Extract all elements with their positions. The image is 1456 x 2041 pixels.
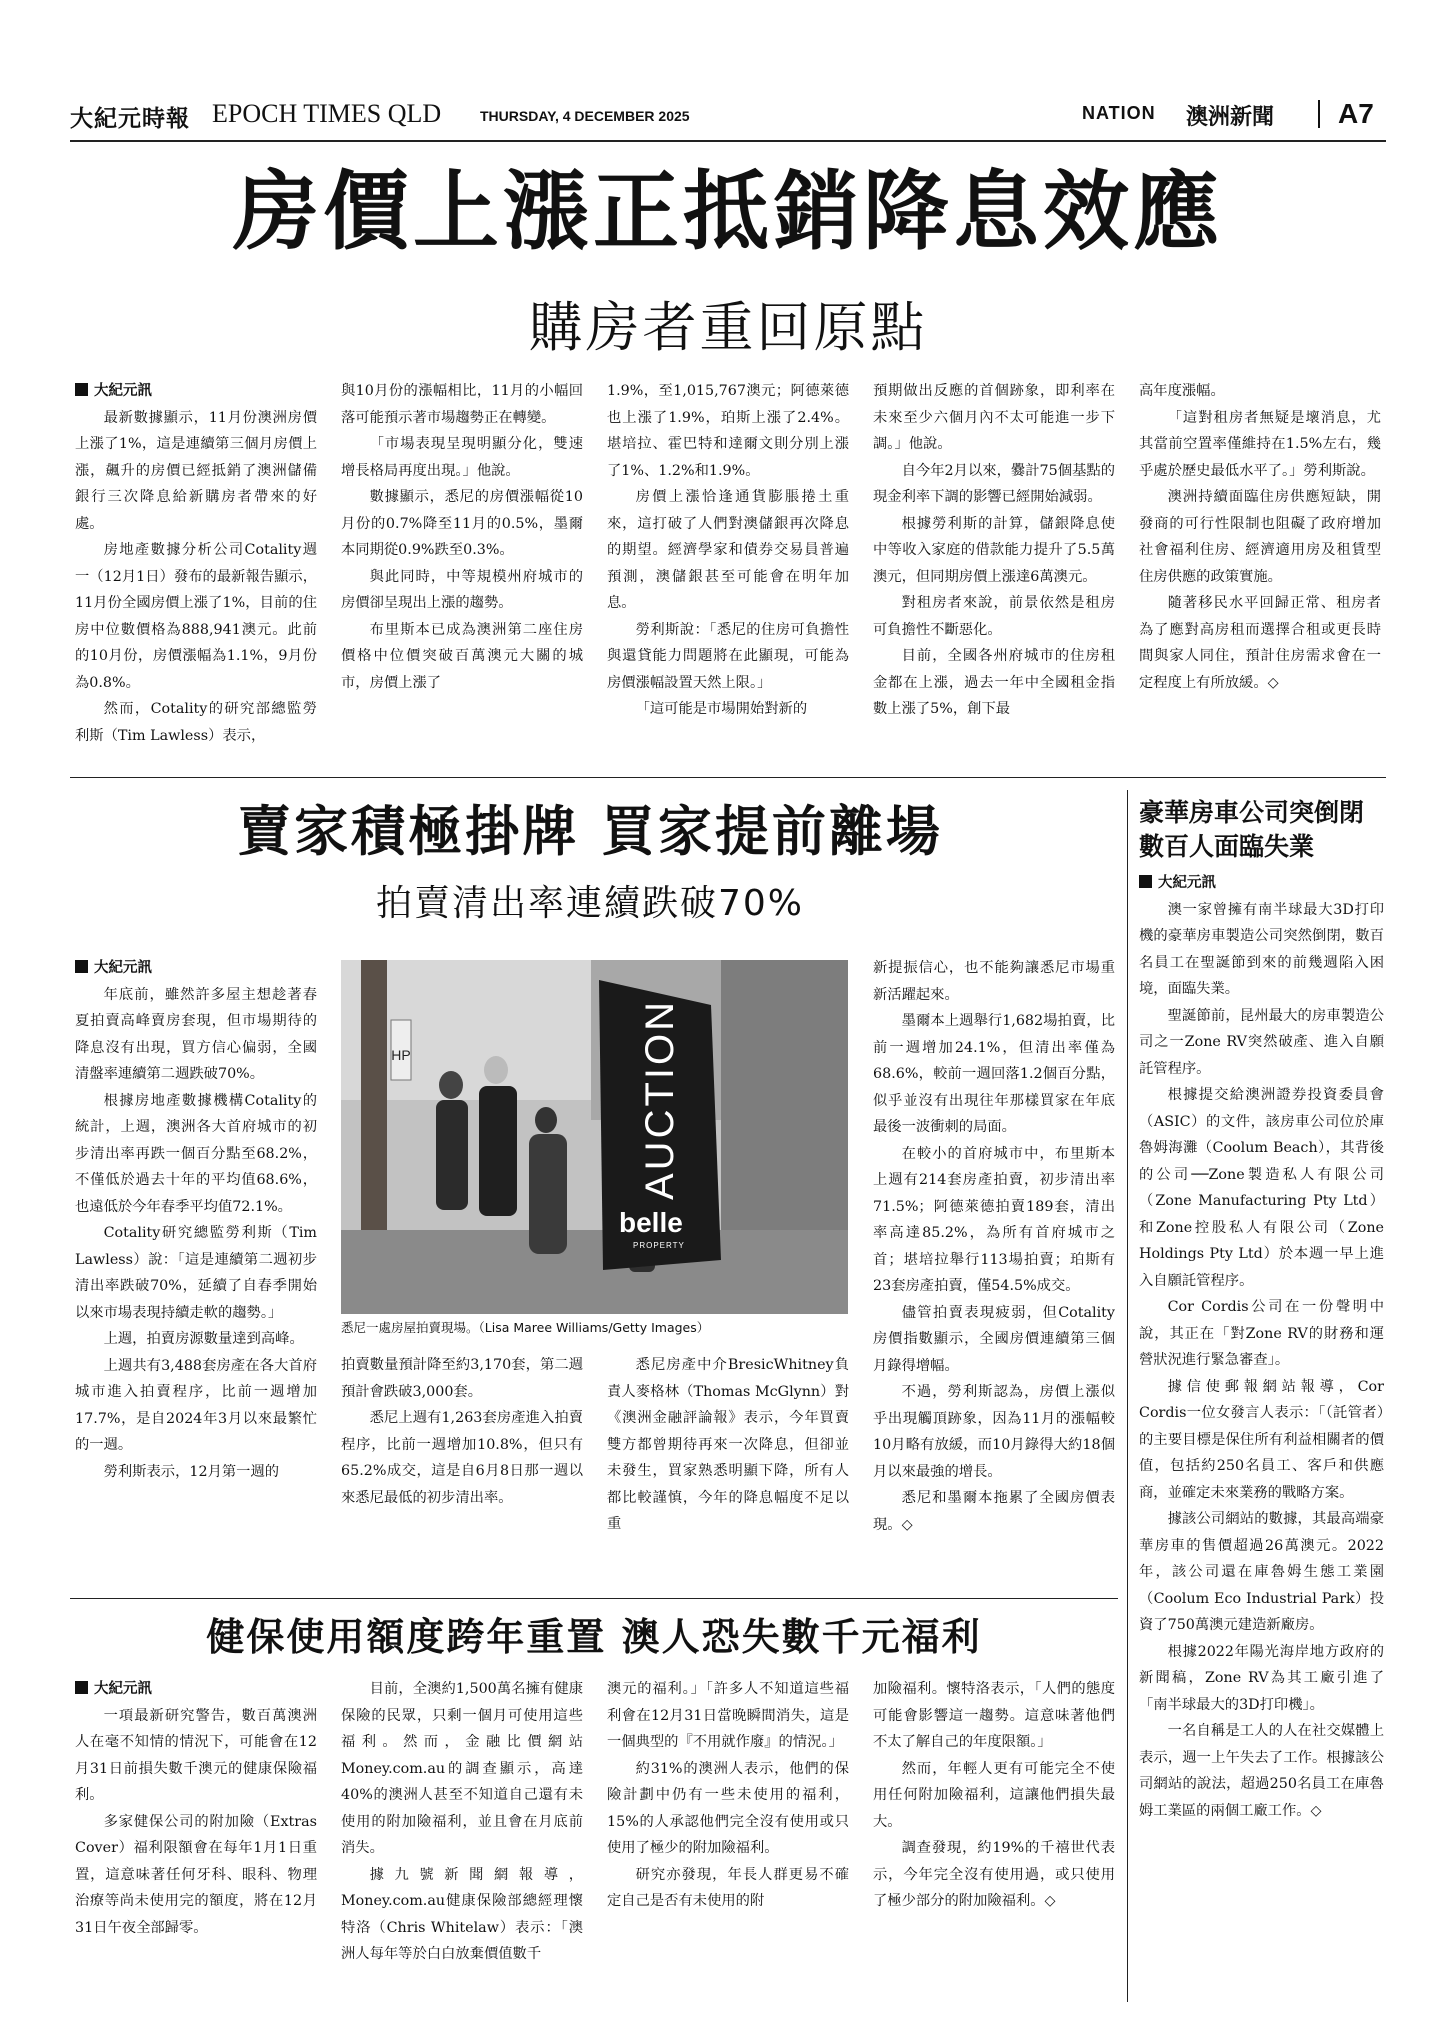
photo-caption: 悉尼一處房屋拍賣現場。（Lisa Maree Williams/Getty Images）: [341, 1320, 710, 1335]
byline-square-icon: [75, 960, 88, 973]
paragraph: 一名自稱是工人的人在社交媒體上表示，週一上午失去了工作。根據該公司網站的說法，超過250名員工在庫魯姆工業區的兩個工廠工作。◇: [1139, 1723, 1384, 1819]
article3-byline: 大紀元訊: [75, 1676, 317, 1703]
paragraph: 年底前，雖然許多屋主想趁著春夏拍賣高峰賣房套現，但市場期待的降息沒有出現，買方信心偏弱，全國清盤率連續第二週跌破70%。: [75, 986, 317, 1082]
paragraph: 「市場表現呈現明顯分化，雙速增長格局再度出現。」他說。: [341, 436, 583, 479]
article1-subheadline: 購房者重回原點: [528, 296, 928, 359]
paragraph: 對租房者來說，前景依然是租房可負擔性不斷惡化。: [873, 595, 1115, 638]
section-label-english: NATION: [1082, 103, 1156, 123]
paragraph: 然而，Cotality的研究部總監勞利斯（Tim Lawless）表示，: [75, 701, 317, 744]
sidebar-body: [1139, 870, 1384, 2000]
section-label-chinese: 澳洲新聞: [1186, 105, 1275, 130]
header-rule: [70, 140, 1386, 142]
paragraph: 約31%的澳洲人表示，他們的保險計劃中仍有一些未使用的福利，15%的人承認他們完全沒有使用或只使用了極少的附加險福利。: [607, 1760, 849, 1856]
article3-column-3: [607, 1676, 849, 2002]
article3-headline: 健保使用額度跨年重置 澳人恐失數千元福利: [206, 1615, 982, 1659]
article1-column-1: [75, 378, 317, 768]
paragraph: Cotality研究總監勞利斯（Tim Lawless）說：「這是連續第二週初步清出率跌破70%，延續了自春季開始以來市場表現持續走軟的趨勢。」: [75, 1225, 317, 1321]
paragraph: 拍賣數量預計降至約3,170套，第二週預計會跌破3,000套。: [341, 1357, 583, 1400]
pole-sign-text: HP: [391, 1047, 411, 1063]
paragraph: 悉尼房產中介BresicWhitney負責人麥格林（Thomas McGlynn）對《澳洲金融評論報》表示，今年買賣雙方都曾期待再來一次降息，但卻並未發生，買家熟悉明顯下降，所有人都比較謹慎，今年的降息幅度不足以重: [607, 1357, 849, 1532]
article2-column-3-lower: [607, 1352, 849, 1592]
page-number: A7: [1338, 98, 1374, 129]
paragraph: 據該公司網站的數據，其最高端豪華房車的售價超過26萬澳元。2022年，該公司還在庫魯姆生態工業園（Coolum Eco Industrial Park）投資了750萬澳元建造新廠房。: [1139, 1511, 1384, 1633]
paragraph: 澳元的福利。」「許多人不知道這些福利會在12月31日當晚瞬間消失，這是一個典型的『不用就作廢』的情況。」: [607, 1681, 849, 1750]
paragraph: 勞利斯說：「悉尼的住房可負擔性與還貸能力問題將在此顯現，可能為房價漲幅設置天然上限。」: [607, 621, 849, 691]
article2-column-2-lower: [341, 1352, 583, 1592]
paragraph: 隨著移民水平回歸正常、租房者為了應對高房租而選擇合租或更長時間與家人同住，預計住房需求會在一定程度上有所放緩。◇: [1139, 595, 1381, 691]
paragraph: 數據顯示，悉尼的房價漲幅從10月份的0.7%降至11月的0.5%，墨爾本同期從0.9%跌至0.3%。: [341, 489, 583, 558]
paragraph: 在較小的首府城市中，布里斯本上週有214套房產拍賣，初步清出率71.5%；阿德萊德拍賣189套，清出率高達85.2%，為所有首府城市之首；堪培拉舉行113場拍賣；珀斯有23套房產拍賣，僅54.5%成交。: [873, 1145, 1115, 1294]
paragraph: 上週，拍賣房源數量達到高峰。: [103, 1331, 304, 1347]
article1-column-2: [341, 378, 583, 768]
sidebar-headline-line-2: 數百人面臨失業: [1139, 832, 1315, 861]
article2-byline: 大紀元訊: [75, 955, 317, 982]
article2-column-1: [75, 955, 317, 1590]
paragraph: 目前，全國各州府城市的住房租金都在上漲，過去一年中全國租金指數上漲了5%，創下最: [873, 648, 1115, 717]
paragraph: 不過，勞利斯認為，房價上漲似乎出現觸頂跡象，因為11月的漲幅較10月略有放緩，而10月錄得大約18個月以來最強的增長。: [873, 1384, 1115, 1480]
paragraph: 預期做出反應的首個跡象，即利率在未來至少六個月內不太可能進一步下調。」他說。: [873, 383, 1115, 452]
sidebar-divider: [1127, 790, 1128, 2002]
paragraph: 根據提交給澳洲證券投資委員會（ASIC）的文件，該房車公司位於庫魯姆海灘（Coolum Beach），其背後的公司──Zone製造私人有限公司（Zone Manufacturing Pty Ltd）和Zone控股私人有限公司（Zone Holdings Pty Ltd）於本週一早上進入自願託管程序。: [1139, 1087, 1384, 1289]
paragraph: 根據勞利斯的計算，儲銀降息使中等收入家庭的借款能力提升了5.5萬澳元，但同期房價上漲達6萬澳元。: [873, 515, 1115, 585]
byline-square-icon: [75, 383, 88, 396]
paragraph: 1.9%，至1,015,767澳元；阿德萊德也上漲了1.9%，珀斯上漲了2.4%。堪培拉、霍巴特和達爾文則分別上漲了1%、1.2%和1.9%。: [607, 383, 849, 479]
paragraph: 根據房地產數據機構Cotality的統計，上週，澳洲各大首府城市的初步清出率再跌一個百分點至68.2%，不僅低於過去十年的平均值68.6%，也遠低於今年春季平均值72.1%。: [75, 1092, 317, 1215]
paragraph: 最新數據顯示，11月份澳洲房價上漲了1%，這是連續第三個月房價上漲，飆升的房價已經抵銷了澳洲儲備銀行三次降息給新購房者帶來的好處。: [75, 409, 317, 532]
paragraph: 上週共有3,488套房產在各大首府城市進入拍賣程序，比前一週增加17.7%，是自2024年3月以來最繁忙的一週。: [75, 1357, 317, 1453]
paragraph: 悉尼上週有1,263套房產進入拍賣程序，比前一週增加10.8%，但只有65.2%成交，這是自6月8日那一週以來悉尼最低的初步清出率。: [341, 1410, 583, 1506]
byline-square-icon: [1139, 875, 1152, 888]
paragraph: 澳洲持續面臨住房供應短缺，開發商的可行性限制也阻礙了政府增加社會福利住房、經濟適用房及租賃型住房供應的政策實施。: [1139, 489, 1381, 585]
masthead-english: EPOCH TIMES QLD: [212, 99, 442, 128]
paragraph: 「這可能是市場開始對新的: [635, 701, 808, 717]
auction-flag-text: AUCTION: [638, 999, 682, 1200]
article1-column-4: [873, 378, 1115, 768]
auction-photo: [341, 960, 848, 1314]
belle-brand-text: belle: [619, 1207, 683, 1238]
auction-scene-illustration: [341, 960, 848, 1314]
paragraph: 墨爾本上週舉行1,682場拍賣，比前一週增加24.1%，但清出率僅為68.6%，較前一週回落1.2個百分點，似乎並沒有出現往年那樣買家在年底最後一波衝刺的局面。: [873, 1013, 1115, 1135]
sidebar-byline: 大紀元訊: [1139, 870, 1384, 897]
paragraph: 目前，全澳約1,500萬名擁有健康保險的民眾，只剩一個月可使用這些福利。然而，金融比價網站Money.com.au的調查顯示，高達40%的澳洲人甚至不知道自己還有未使用的附加險福利，並且會在月底前消失。: [341, 1681, 583, 1856]
article2-column-4: [873, 955, 1115, 1590]
belle-brand-subtext: PROPERTY: [633, 1241, 685, 1250]
paragraph: 房價上漲恰逢通貨膨脹捲土重來，這打破了人們對澳儲銀再次降息的期望。經濟學家和債券交易員普遍預測，澳儲銀甚至可能會在明年加息。: [607, 489, 849, 611]
masthead-chinese: 大紀元時報: [70, 105, 190, 132]
article1-column-3: [607, 378, 849, 768]
paragraph: 一項最新研究警告，數百萬澳洲人在毫不知情的情況下，可能會在12月31日前損失數千澳元的健康保險福利。: [75, 1707, 317, 1803]
paragraph: 澳一家曾擁有南半球最大3D打印機的豪華房車製造公司突然倒閉，數百名員工在聖誕節到來的前幾週陷入困境，面臨失業。: [1139, 901, 1384, 997]
paragraph: 儘管拍賣表現疲弱，但Cotality房價指數顯示，全國房價連續第三個月錄得增幅。: [873, 1304, 1115, 1374]
article1-headline: 房價上漲正抵銷降息效應: [233, 161, 1223, 262]
paragraph: 調查發現，約19%的千禧世代表示，今年完全沒有使用過，或只使用了極少部分的附加險福利。◇: [873, 1840, 1115, 1909]
paragraph: 「這對租房者無疑是壞消息，尤其當前空置率僅維持在1.5%左右，幾乎處於歷史最低水平了。」勞利斯說。: [1139, 409, 1381, 479]
paragraph: 勞利斯表示，12月第一週的: [103, 1463, 280, 1480]
article1-column-5: [1139, 378, 1381, 768]
article1-bottom-rule: [70, 777, 1386, 778]
paragraph: 悉尼和墨爾本拖累了全國房價表現。◇: [873, 1490, 1115, 1533]
paragraph: 多家健保公司的附加險（Extras Cover）福利限額會在每年1月1日重置，這意味著任何牙科、眼科、物理治療等尚未使用完的額度，將在12月31日午夜全部歸零。: [75, 1813, 317, 1936]
issue-date: THURSDAY, 4 DECEMBER 2025: [480, 108, 690, 124]
article1-byline: 大紀元訊: [75, 378, 317, 405]
byline-square-icon: [75, 1681, 88, 1694]
paragraph: 高年度漲幅。: [1139, 383, 1225, 399]
paragraph: 加險福利。懷特洛表示，「人們的態度可能會影響這一趨勢。這意味著他們不太了解自己的年度限額。」: [873, 1681, 1115, 1750]
paragraph: 然而，年輕人更有可能完全不使用任何附加險福利，這讓他們損失最大。: [873, 1760, 1115, 1830]
article3-column-1: [75, 1676, 317, 2002]
paragraph: 與10月份的漲幅相比，11月的小幅回落可能預示著市場趨勢正在轉變。: [341, 383, 583, 426]
article2-subheadline: 拍賣清出率連續跌破70%: [375, 883, 805, 924]
sidebar-headline-line-1: 豪華房車公司突倒閉: [1139, 798, 1365, 827]
paragraph: 據信使郵報網站報導，Cor Cordis一位女發言人表示：「（託管者）的主要目標是保住所有利益相關者的價值，包括約250名員工、客戶和供應商，並確定未來業務的戰略方案。: [1139, 1378, 1384, 1501]
paragraph: 新提振信心，也不能夠讓悉尼市場重新活躍起來。: [873, 960, 1115, 1003]
paragraph: 據九號新聞網報導，Money.com.au健康保險部總經理懷特洛（Chris Whitelaw）表示：「澳洲人每年等於白白放棄價值數千: [341, 1866, 583, 1962]
article3-column-2: [341, 1676, 583, 2002]
paragraph: 根據2022年陽光海岸地方政府的新聞稿，Zone RV為其工廠引進了「南半球最大的3D打印機」。: [1139, 1643, 1384, 1713]
sidebar-headline: [1139, 796, 1384, 864]
article2-headline: 賣家積極掛牌 買家提前離場: [237, 800, 943, 863]
paragraph: 布里斯本已成為澳洲第二座住房價格中位價突破百萬澳元大關的城市，房價上漲了: [341, 621, 583, 691]
paragraph: 自今年2月以來，爨計75個基點的現金利率下調的影響已經開始減弱。: [873, 462, 1115, 505]
paragraph: 研究亦發現，年長人群更易不確定自己是否有未使用的附: [607, 1866, 849, 1909]
paragraph: 房地產數據分析公司Cotality週一（12月1日）發布的最新報告顯示，11月份全國房價上漲了1%，目前的住房中位數價格為888,941澳元。此前的10月份，房價漲幅為1.1%，9月份為0.8%。: [75, 542, 317, 691]
paragraph: Cor Cordis公司在一份聲明中說，其正在「對Zone RV的財務和運營狀況進行緊急審查」。: [1139, 1299, 1384, 1368]
paragraph: 聖誕節前，昆州最大的房車製造公司之一Zone RV突然破產、進入自願託管程序。: [1139, 1007, 1384, 1077]
paragraph: 與此同時，中等規模州府城市的房價卻呈現出上漲的趨勢。: [341, 568, 583, 611]
article2-bottom-rule: [70, 1598, 1118, 1599]
section-separator: [1318, 100, 1320, 128]
article3-column-4: [873, 1676, 1115, 2002]
